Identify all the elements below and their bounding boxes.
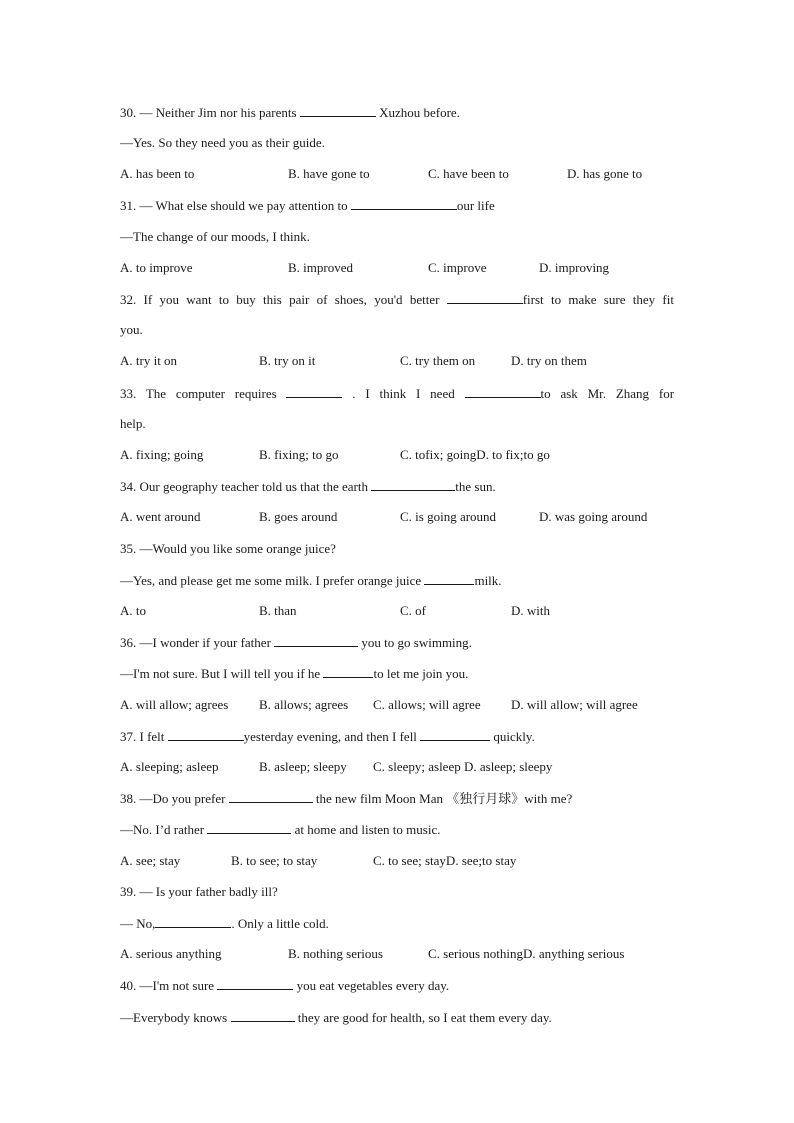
dialogue-line xyxy=(120,228,674,246)
answer-option[interactable]: D. improving xyxy=(539,260,610,275)
answer-option[interactable]: C. is going around xyxy=(400,509,497,524)
answer-option[interactable]: A. sleeping; asleep xyxy=(120,759,219,774)
answer-option[interactable]: A. has been to xyxy=(120,166,195,181)
answer-blank[interactable] xyxy=(274,633,358,647)
answer-option[interactable]: A. went around xyxy=(120,509,201,524)
options-row xyxy=(120,852,674,870)
answer-blank[interactable] xyxy=(155,914,231,928)
question-text: The computer requires xyxy=(145,386,287,401)
dialogue-line xyxy=(120,1008,674,1026)
dialogue-line xyxy=(120,571,674,589)
answer-option[interactable]: C. try them on xyxy=(400,353,476,368)
dialogue-line xyxy=(120,134,674,152)
answer-option[interactable]: A. to improve xyxy=(120,260,193,275)
answer-option[interactable]: A. fixing; going xyxy=(120,447,204,462)
answer-blank[interactable] xyxy=(323,664,373,678)
answer-option[interactable]: B. goes around xyxy=(259,509,338,524)
answer-option[interactable]: B. allows; agrees xyxy=(259,697,349,712)
answer-option[interactable]: A. will allow; agrees xyxy=(120,697,229,712)
answer-blank[interactable] xyxy=(207,820,291,834)
answer-option[interactable]: A. see; stay xyxy=(120,853,181,868)
answer-blank[interactable] xyxy=(420,727,490,741)
question-text: you. xyxy=(120,322,143,337)
dialogue-line xyxy=(120,664,674,682)
answer-blank[interactable] xyxy=(217,976,293,990)
question-text: our life xyxy=(456,198,495,213)
answer-option[interactable]: B. improved xyxy=(288,260,353,275)
question-text: quickly. xyxy=(490,729,535,744)
question-text: to ask Mr. Zhang for xyxy=(540,386,675,401)
answer-blank[interactable] xyxy=(447,290,523,304)
answer-blank[interactable] xyxy=(351,196,457,210)
question-number: 34. xyxy=(120,479,140,494)
answer-option[interactable]: A. serious anything xyxy=(120,946,222,961)
dialogue-line xyxy=(120,321,674,339)
answer-blank[interactable] xyxy=(465,384,541,398)
question-stem-line xyxy=(120,103,674,121)
dialogue-line xyxy=(120,914,674,932)
options-row xyxy=(120,758,674,776)
options-row xyxy=(120,165,674,183)
question-text: the sun. xyxy=(455,479,496,494)
question-text: first to make sure they fit xyxy=(522,292,674,307)
question-text: at home and listen to music. xyxy=(291,822,441,837)
question-stem-line xyxy=(120,477,674,495)
question-stem-line xyxy=(120,196,674,214)
question-text: — What else should we pay attention to xyxy=(139,198,351,213)
question-text: the new film Moon Man 《独行月球》with me? xyxy=(312,791,573,806)
options-row xyxy=(120,602,674,620)
question-number: 30. xyxy=(120,105,140,120)
answer-option[interactable]: B. try on it xyxy=(259,353,316,368)
question-text: you eat vegetables every day. xyxy=(293,978,450,993)
answer-option[interactable]: B. nothing serious xyxy=(288,946,383,961)
answer-option[interactable]: D. was going around xyxy=(539,509,648,524)
answer-option[interactable]: B. asleep; sleepy xyxy=(259,759,347,774)
question-stem-line xyxy=(120,976,674,994)
question-text: milk. xyxy=(474,573,502,588)
question-text: —Yes. So they need you as their guide. xyxy=(120,135,325,150)
question-text: — Neither Jim nor his parents xyxy=(139,105,300,120)
answer-option[interactable]: D. has gone to xyxy=(567,166,643,181)
answer-option[interactable]: B. to see; to stay xyxy=(231,853,318,868)
question-number: 36. xyxy=(120,635,140,650)
question-text: —I wonder if your father xyxy=(139,635,275,650)
options-row xyxy=(120,446,674,464)
answer-blank[interactable] xyxy=(286,384,342,398)
answer-blank[interactable] xyxy=(424,571,474,585)
question-stem-line xyxy=(120,540,674,558)
question-number: 39. xyxy=(120,884,140,899)
question-text: —Do you prefer xyxy=(139,791,229,806)
answer-option[interactable]: A. to xyxy=(120,603,146,618)
answer-option[interactable]: B. than xyxy=(259,603,297,618)
question-text: —Yes, and please get me some milk. I prefer orange juice xyxy=(120,573,425,588)
answer-option[interactable]: C. have been to xyxy=(428,166,509,181)
question-number: 37. xyxy=(120,729,140,744)
answer-blank[interactable] xyxy=(229,789,313,803)
answer-option[interactable]: A. try it on xyxy=(120,353,178,368)
options-row xyxy=(120,259,674,277)
question-number: 40. xyxy=(120,978,140,993)
answer-option[interactable]: D. with xyxy=(511,603,550,618)
options-row xyxy=(120,945,674,963)
answer-option[interactable]: C. to see; stayD. see;to stay xyxy=(373,853,517,868)
question-text: you to go swimming. xyxy=(358,635,472,650)
answer-option[interactable]: C. tofix; goingD. to fix;to go xyxy=(400,447,550,462)
question-number: 35. xyxy=(120,541,140,556)
options-row xyxy=(120,508,674,526)
answer-option[interactable]: C. sleepy; asleep D. asleep; sleepy xyxy=(373,759,553,774)
question-text: I felt xyxy=(139,729,168,744)
answer-option[interactable]: D. try on them xyxy=(511,353,587,368)
question-number: 33. xyxy=(120,386,146,401)
question-text: . Only a little cold. xyxy=(231,916,329,931)
answer-option[interactable]: B. have gone to xyxy=(288,166,370,181)
answer-option[interactable]: C. improve xyxy=(428,260,487,275)
options-row xyxy=(120,352,674,370)
question-text: If you want to buy this pair of shoes, you'd better xyxy=(143,292,447,307)
question-text: to let me join you. xyxy=(373,666,469,681)
question-text: yesterday evening, and then I fell xyxy=(243,729,421,744)
question-stem-line xyxy=(120,384,674,402)
question-text: . I think I need xyxy=(342,386,465,401)
question-text: — Is your father badly ill? xyxy=(139,884,278,899)
dialogue-line xyxy=(120,415,674,433)
question-text: Xuzhou before. xyxy=(375,105,460,120)
question-text: they are good for health, so I eat them every day. xyxy=(294,1010,552,1025)
answer-option[interactable]: B. fixing; to go xyxy=(259,447,339,462)
answer-blank[interactable] xyxy=(371,477,455,491)
question-text: —Would you like some orange juice? xyxy=(139,541,336,556)
question-number: 32. xyxy=(120,292,144,307)
answer-blank[interactable] xyxy=(231,1008,295,1022)
answer-option[interactable]: C. allows; will agree xyxy=(373,697,481,712)
answer-blank[interactable] xyxy=(300,103,376,117)
question-stem-line xyxy=(120,290,674,308)
answer-option[interactable]: C. of xyxy=(400,603,426,618)
question-stem-line xyxy=(120,789,674,807)
question-text: —Everybody knows xyxy=(120,1010,231,1025)
answer-option[interactable]: D. will allow; will agree xyxy=(511,697,638,712)
options-row xyxy=(120,696,674,714)
question-text: —No. I’d rather xyxy=(120,822,208,837)
question-text: Our geography teacher told us that the earth xyxy=(139,479,372,494)
question-text: —The change of our moods, I think. xyxy=(120,229,310,244)
answer-option[interactable]: C. serious nothingD. anything serious xyxy=(428,946,625,961)
question-number: 38. xyxy=(120,791,140,806)
question-text: — No, xyxy=(120,916,156,931)
question-text: —I'm not sure. But I will tell you if he xyxy=(120,666,324,681)
dialogue-line xyxy=(120,820,674,838)
question-text: help. xyxy=(120,416,146,431)
question-stem-line xyxy=(120,633,674,651)
answer-blank[interactable] xyxy=(168,727,244,741)
question-stem-line xyxy=(120,883,674,901)
question-stem-line xyxy=(120,727,674,745)
question-number: 31. xyxy=(120,198,140,213)
question-text: —I'm not sure xyxy=(139,978,218,993)
